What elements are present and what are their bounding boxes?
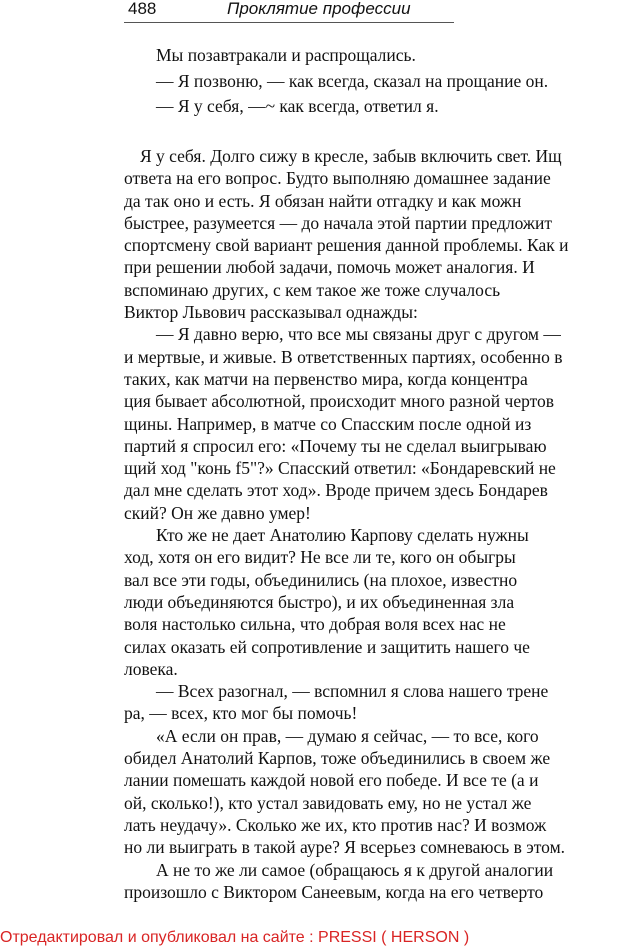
text-line: ответа на его вопрос. Будто выполняю домашнее задание [124,168,551,189]
text-line: силах оказать ей сопротивление и защитить нашего че [124,636,530,657]
text-line: ловека. [124,658,178,679]
dialogue-block [156,43,620,120]
text-line: и мертвые, и живые. В ответственных партиях, особенно в [124,346,563,367]
text-line: вал все эти годы, объединились (на плохое, известно [124,569,518,590]
text-line: партий я спросил его: «Почему ты не сделал выигрываю [124,435,547,456]
text-line: ский? Он же давно умер! [124,502,311,523]
running-title: Проклятие профессии [227,0,411,18]
text-line: Кто же не дает Анатолию Карпову сделать нужны [156,525,529,546]
text-line: — Всех разогнал, — вспомнил я слова нашего трене [156,681,549,702]
text-line: дал мне сделать этот ход». Вроде причем здесь Бондарев [124,480,548,501]
text-line: Виктор Львович рассказывал однажды: [124,302,418,323]
text-line: вспоминаю других, с кем такое же тоже случалось [124,279,501,300]
text-line: ра, — всех, кто мог бы помочь! [124,703,358,724]
text-line: щий ход "конь f5"?» Спасский ответил: «Бондаревский не [124,458,556,479]
page-header [124,0,454,23]
text-line: обидел Анатолий Карпов, тоже объединились в своем же [124,748,551,769]
text-line: спортсмену свой вариант решения данной проблемы. Как и [124,235,569,256]
text-line: ход, хотя он его видит? Не все ли те, кого он обыгры [124,547,516,568]
text-line: при решении любой задачи, помочь может аналогия. И [124,257,535,278]
text-line: А не то же ли самое (обращаюсь я к другой аналогии [156,859,554,880]
dialogue-line: — Я у себя, —~ как всегда, ответил я. [156,96,439,116]
text-line: ция бывает абсолютной, происходит много разной чертов [124,391,555,412]
text-line: Я у себя. Долго сижу в кресле, забыв включить свет. Ищ [140,146,562,166]
text-line: «А если он прав, — думаю я сейчас, — то все, кого [156,725,539,746]
dialogue-line: Мы позавтракали и распрощались. [156,45,416,65]
text-line: щины. Например, в матче со Спасским после одной из [124,413,532,434]
text-line: — Я давно верю, что все мы связаны друг с другом — [156,324,561,345]
text-line: быстрее, разумеется — до начала этой партии предложит [124,212,553,233]
body-text [124,145,620,903]
text-line: таких, как матчи на первенство мира, когда концентра [124,368,528,389]
text-line: произошло с Виктором Санеевым, когда на его четверто [124,881,544,902]
text-line: лании помешать каждой новой его победе. И все те (а и [124,770,539,791]
text-line: но ли выиграть в такой ауре? Я всерьез сомневаюсь в этом. [124,837,566,858]
text-line: ой, сколько!), кто устал завидовать ему, но не устал же [124,792,532,813]
text-line: воля настолько сильна, что добрая воля всех нас не [124,614,506,635]
text-line: лать неудачу». Сколько же их, кто против нас? И возмож [124,814,547,835]
publisher-credit: Отредактировал и опубликовал на сайте : PRESSI ( HERSON ) [0,929,470,946]
text-line: да так оно и есть. Я обязан найти отгадку и как можн [124,190,522,211]
page-number: 488 [128,0,157,18]
dialogue-line: — Я позвоню, — как всегда, сказал на прощание он. [156,70,549,91]
text-line: люди объединяются быстро), и их объединенная зла [124,591,515,612]
